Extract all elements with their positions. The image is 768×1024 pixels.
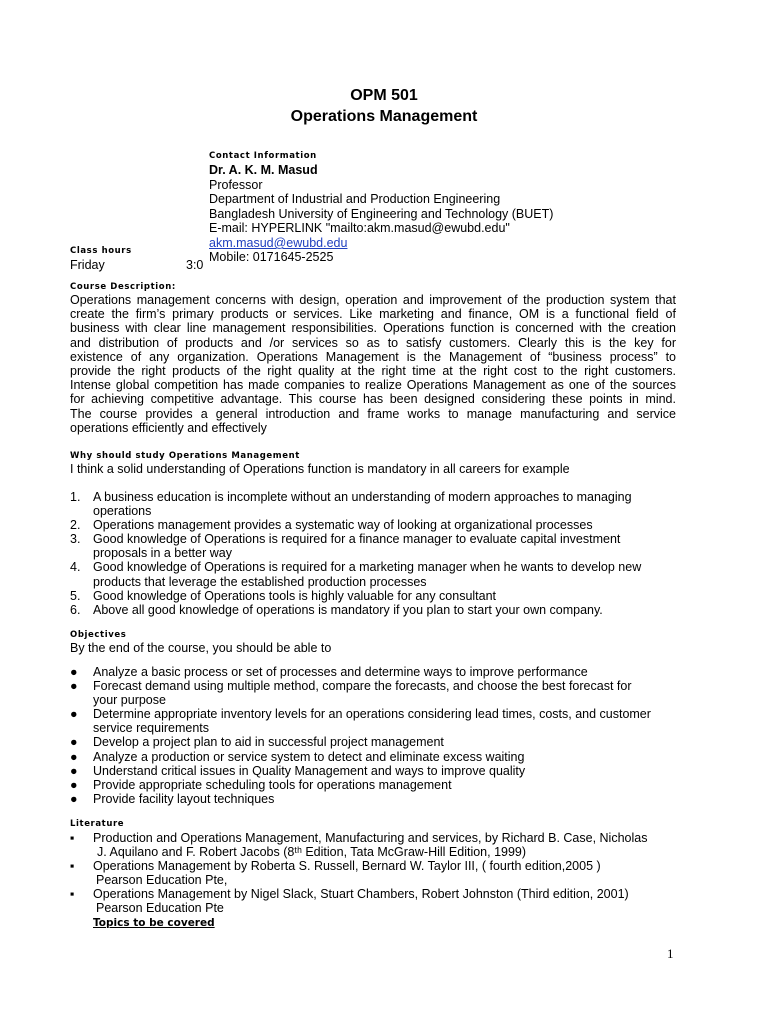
item-line: Good knowledge of Operations tools is highly valuable for any consultant [93, 588, 497, 603]
list-item [70, 750, 676, 764]
item-line: Analyze a production or service system to detect and eliminate excess waiting [93, 749, 525, 764]
course-code: OPM 501 [350, 87, 418, 104]
description-line: Operations management concerns with design, operation and improvement of the production system that [70, 293, 676, 307]
item-line: Operations Management by Roberta S. Russell, Bernard W. Taylor III, ( fourth edition,2005 ) [93, 859, 601, 874]
literature-heading: Literature [70, 819, 125, 829]
list-marker: 4. [70, 560, 81, 575]
bullet-icon: ● [70, 735, 78, 750]
item-line: Understand critical issues in Quality Management and ways to improve quality [93, 763, 526, 778]
description-heading: Course Description: [70, 282, 176, 292]
description-line: operations efficiently and effectively [70, 420, 267, 435]
square-bullet-icon: ▪ [70, 887, 75, 902]
instructor-department: Department of Industrial and Production Engineering [209, 192, 501, 206]
email-line: E-mail: HYPERLINK "mailto:akm.masud@ewubd.edu" [209, 221, 510, 235]
list-item [70, 859, 676, 887]
item-line: Good knowledge of Operations is required for a marketing manager when he wants to develop new [93, 560, 642, 575]
class-day: Friday [70, 258, 105, 272]
item-line: Good knowledge of Operations is required for a finance manager to evaluate capital investment [93, 532, 621, 547]
item-line: service requirements [93, 721, 210, 736]
list-item [70, 735, 676, 749]
course-description [70, 293, 676, 435]
item-line: A business education is incomplete without an understanding of modern approaches to managing [93, 490, 632, 504]
page-number: 1 [667, 946, 674, 961]
item-line: Develop a project plan to aid in successful project management [93, 735, 444, 750]
list-item [70, 518, 676, 532]
list-item [70, 778, 676, 792]
bullet-icon: ● [70, 749, 78, 764]
item-line: operations [93, 504, 152, 519]
class-time: 3:0 [186, 258, 204, 272]
topics-heading: Topics to be covered [93, 917, 215, 929]
list-item [70, 831, 676, 859]
why-list [70, 490, 676, 617]
square-bullet-icon: ▪ [70, 859, 75, 874]
bullet-icon: ● [70, 665, 78, 679]
class-hours-heading: Class hours [70, 246, 132, 256]
list-item [70, 887, 676, 915]
email-link[interactable]: akm.masud@ewubd.edu [209, 236, 348, 250]
list-marker: 3. [70, 532, 81, 547]
bullet-icon: ● [70, 777, 78, 792]
list-marker: 6. [70, 602, 81, 617]
item-line: Production and Operations Management, Manufacturing and services, by Richard B. Case, Nicholas [93, 831, 648, 845]
objectives-list [70, 665, 676, 806]
item-line: Pearson Education Pte [96, 901, 224, 916]
list-marker: 1. [70, 490, 81, 504]
instructor-university: Bangladesh University of Engineering and Technology (BUET) [209, 207, 554, 221]
square-bullet-icon: ▪ [70, 831, 75, 845]
description-line: existence of any organization. Operations Management is the Management of “business process” to [70, 349, 676, 364]
list-item [70, 589, 676, 603]
list-item [70, 603, 676, 617]
mobile-number: Mobile: 0171645-2525 [209, 250, 334, 264]
description-line: The course provides a general introduction and frame works to manage manufacturing and service [70, 406, 676, 421]
item-line: J. Aquilano and F. Robert Jacobs (8ᵗʰ Edition, Tata McGraw-Hill Edition, 1999) [97, 845, 527, 860]
bullet-icon: ● [70, 707, 78, 722]
list-marker: 5. [70, 588, 81, 603]
item-line: Provide facility layout techniques [93, 791, 275, 806]
description-line: business with clear line management responsibilities. Operations function is concerned with the creation [70, 321, 676, 336]
list-item [70, 792, 676, 806]
item-line: Operations Management by Nigel Slack, Stuart Chambers, Robert Johnston (Third edition, 2001) [93, 887, 629, 902]
objectives-heading: Objectives [70, 630, 127, 640]
item-line: Pearson Education Pte, [96, 873, 228, 888]
why-intro: I think a solid understanding of Operations function is mandatory in all careers for example [70, 462, 570, 476]
list-item [70, 490, 676, 518]
contact-heading: Contact Information [209, 151, 317, 161]
why-heading: Why should study Operations Management [70, 451, 300, 461]
bullet-icon: ● [70, 679, 78, 694]
bullet-icon: ● [70, 791, 78, 806]
instructor-title: Professor [209, 178, 263, 192]
list-marker: 2. [70, 518, 81, 533]
item-line: proposals in a better way [93, 546, 232, 561]
item-line: Analyze a basic process or set of processes and determine ways to improve performance [93, 665, 588, 679]
list-item [70, 707, 676, 735]
list-item [70, 665, 676, 679]
list-item [70, 764, 676, 778]
description-line: for achieving competitive advantage. This course has been designed considering these points in mind. [70, 392, 676, 407]
description-line: Intense global competition has made companies to realize Operations Management as one of the sources [70, 378, 676, 393]
description-line: create the firm’s primary products or services. Like marketing and finance, OM is a functional field of [70, 307, 676, 322]
item-line: Forecast demand using multiple method, compare the forecasts, and choose the best forecast for [93, 679, 632, 694]
item-line: Provide appropriate scheduling tools for operations management [93, 777, 452, 792]
list-item [70, 679, 676, 707]
description-line: and distribution of products and /or services so as to satisfy customers. Clearly this is the key for [70, 335, 676, 350]
course-title: Operations Management [290, 108, 478, 125]
list-item [70, 532, 676, 560]
item-line: products that leverage the established production processes [93, 574, 427, 589]
bullet-icon: ● [70, 763, 78, 778]
description-line: provide the right products of the right quality at the right time at the right cost to the right customers. [70, 364, 676, 379]
objectives-intro: By the end of the course, you should be able to [70, 641, 332, 655]
instructor-name: Dr. A. K. M. Masud [209, 163, 318, 177]
item-line: Determine appropriate inventory levels for an operations considering lead times, costs, and customer [93, 707, 651, 722]
item-line: Operations management provides a systematic way of looking at organizational processes [93, 518, 593, 533]
item-line: your purpose [93, 693, 166, 708]
literature-list [70, 831, 676, 916]
item-line: Above all good knowledge of operations is mandatory if you plan to start your own company. [93, 602, 603, 617]
list-item [70, 560, 676, 588]
